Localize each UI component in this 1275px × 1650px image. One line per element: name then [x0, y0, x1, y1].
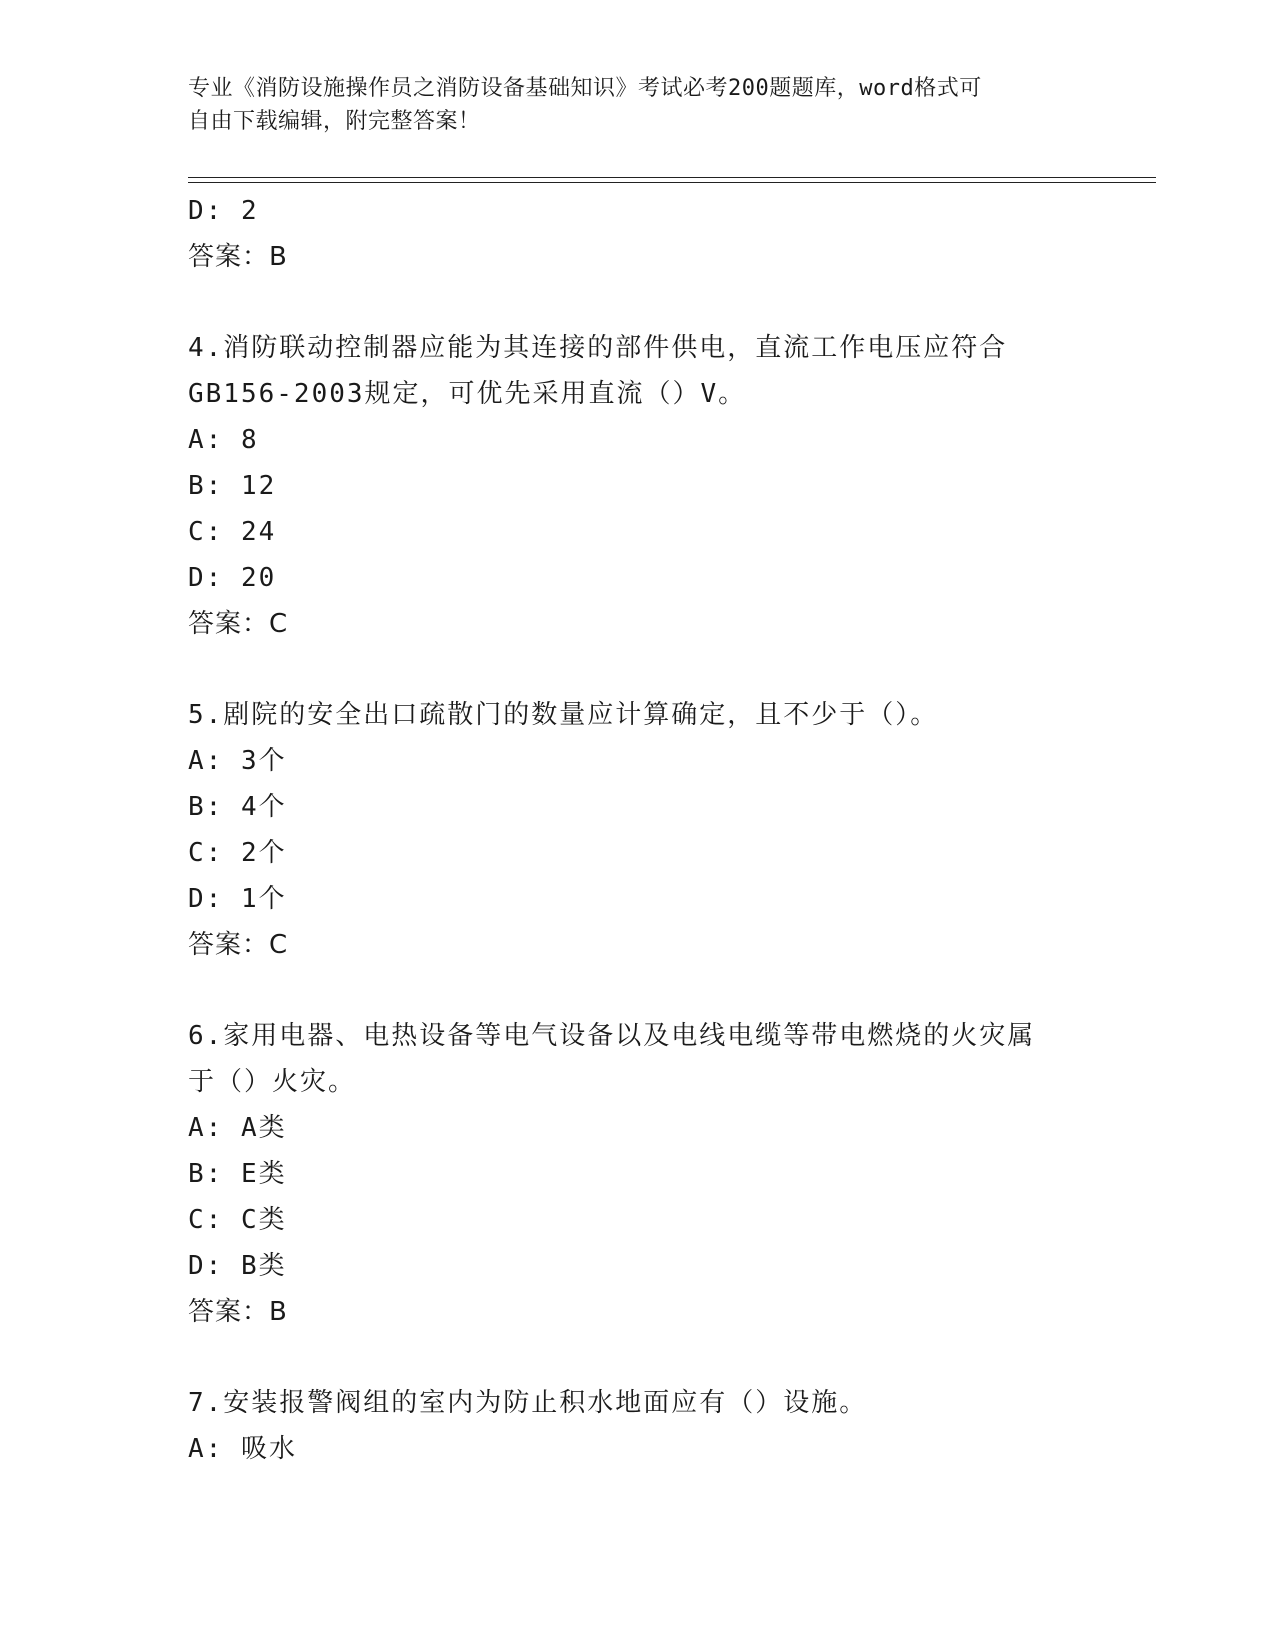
- header-divider-bottom: [188, 182, 1156, 183]
- option-a: A: A类: [188, 1113, 287, 1143]
- answer-line: 答案：C: [188, 609, 289, 639]
- option-d: D: B类: [188, 1251, 287, 1281]
- option-d: D: 1个: [188, 884, 287, 914]
- question-stem-line: 6.家用电器、电热设备等电气设备以及电线电缆等带电燃烧的火灾属: [188, 1021, 1036, 1051]
- header-divider-top: [188, 177, 1156, 178]
- question-list: [188, 188, 1088, 1472]
- option-a: A: 8: [188, 425, 259, 455]
- question-5: [188, 692, 1088, 968]
- question-stem-line: 于（）火灾。: [188, 1067, 357, 1097]
- answer-line: 答案：B: [188, 242, 288, 272]
- spacer: [188, 968, 1088, 1013]
- option-b: B: E类: [188, 1159, 287, 1189]
- question-stem-line: GB156-2003规定，可优先采用直流（）V。: [188, 379, 747, 409]
- question-4: [188, 325, 1088, 647]
- option-c: C: 2个: [188, 838, 287, 868]
- option-a: A: 吸水: [188, 1434, 297, 1464]
- option-b: B: 4个: [188, 792, 287, 822]
- question-stem-line: 4.消防联动控制器应能为其连接的部件供电，直流工作电压应符合: [188, 333, 1008, 363]
- spacer: [188, 280, 1088, 325]
- spacer: [188, 647, 1088, 692]
- option-c: C: C类: [188, 1205, 287, 1235]
- option-d: D: 20: [188, 563, 277, 593]
- option-a: A: 3个: [188, 746, 287, 776]
- question-stem-line: 5.剧院的安全出口疏散门的数量应计算确定，且不少于（）。: [188, 700, 939, 730]
- option-c: C: 24: [188, 517, 277, 547]
- question-7: [188, 1380, 1088, 1472]
- question-3-tail: [188, 188, 1088, 280]
- header-line-1: 专业《消防设施操作员之消防设备基础知识》考试必考200题题库，word格式可: [188, 76, 982, 101]
- page-header: [188, 72, 1088, 138]
- question-6: [188, 1013, 1088, 1335]
- question-stem-line: 7.安装报警阀组的室内为防止积水地面应有（）设施。: [188, 1388, 868, 1418]
- header-line-2: 自由下载编辑，附完整答案！: [188, 109, 481, 134]
- answer-line: 答案：C: [188, 930, 289, 960]
- spacer: [188, 1335, 1088, 1380]
- option-d: D: 2: [188, 196, 259, 226]
- option-b: B: 12: [188, 471, 277, 501]
- answer-line: 答案：B: [188, 1297, 288, 1327]
